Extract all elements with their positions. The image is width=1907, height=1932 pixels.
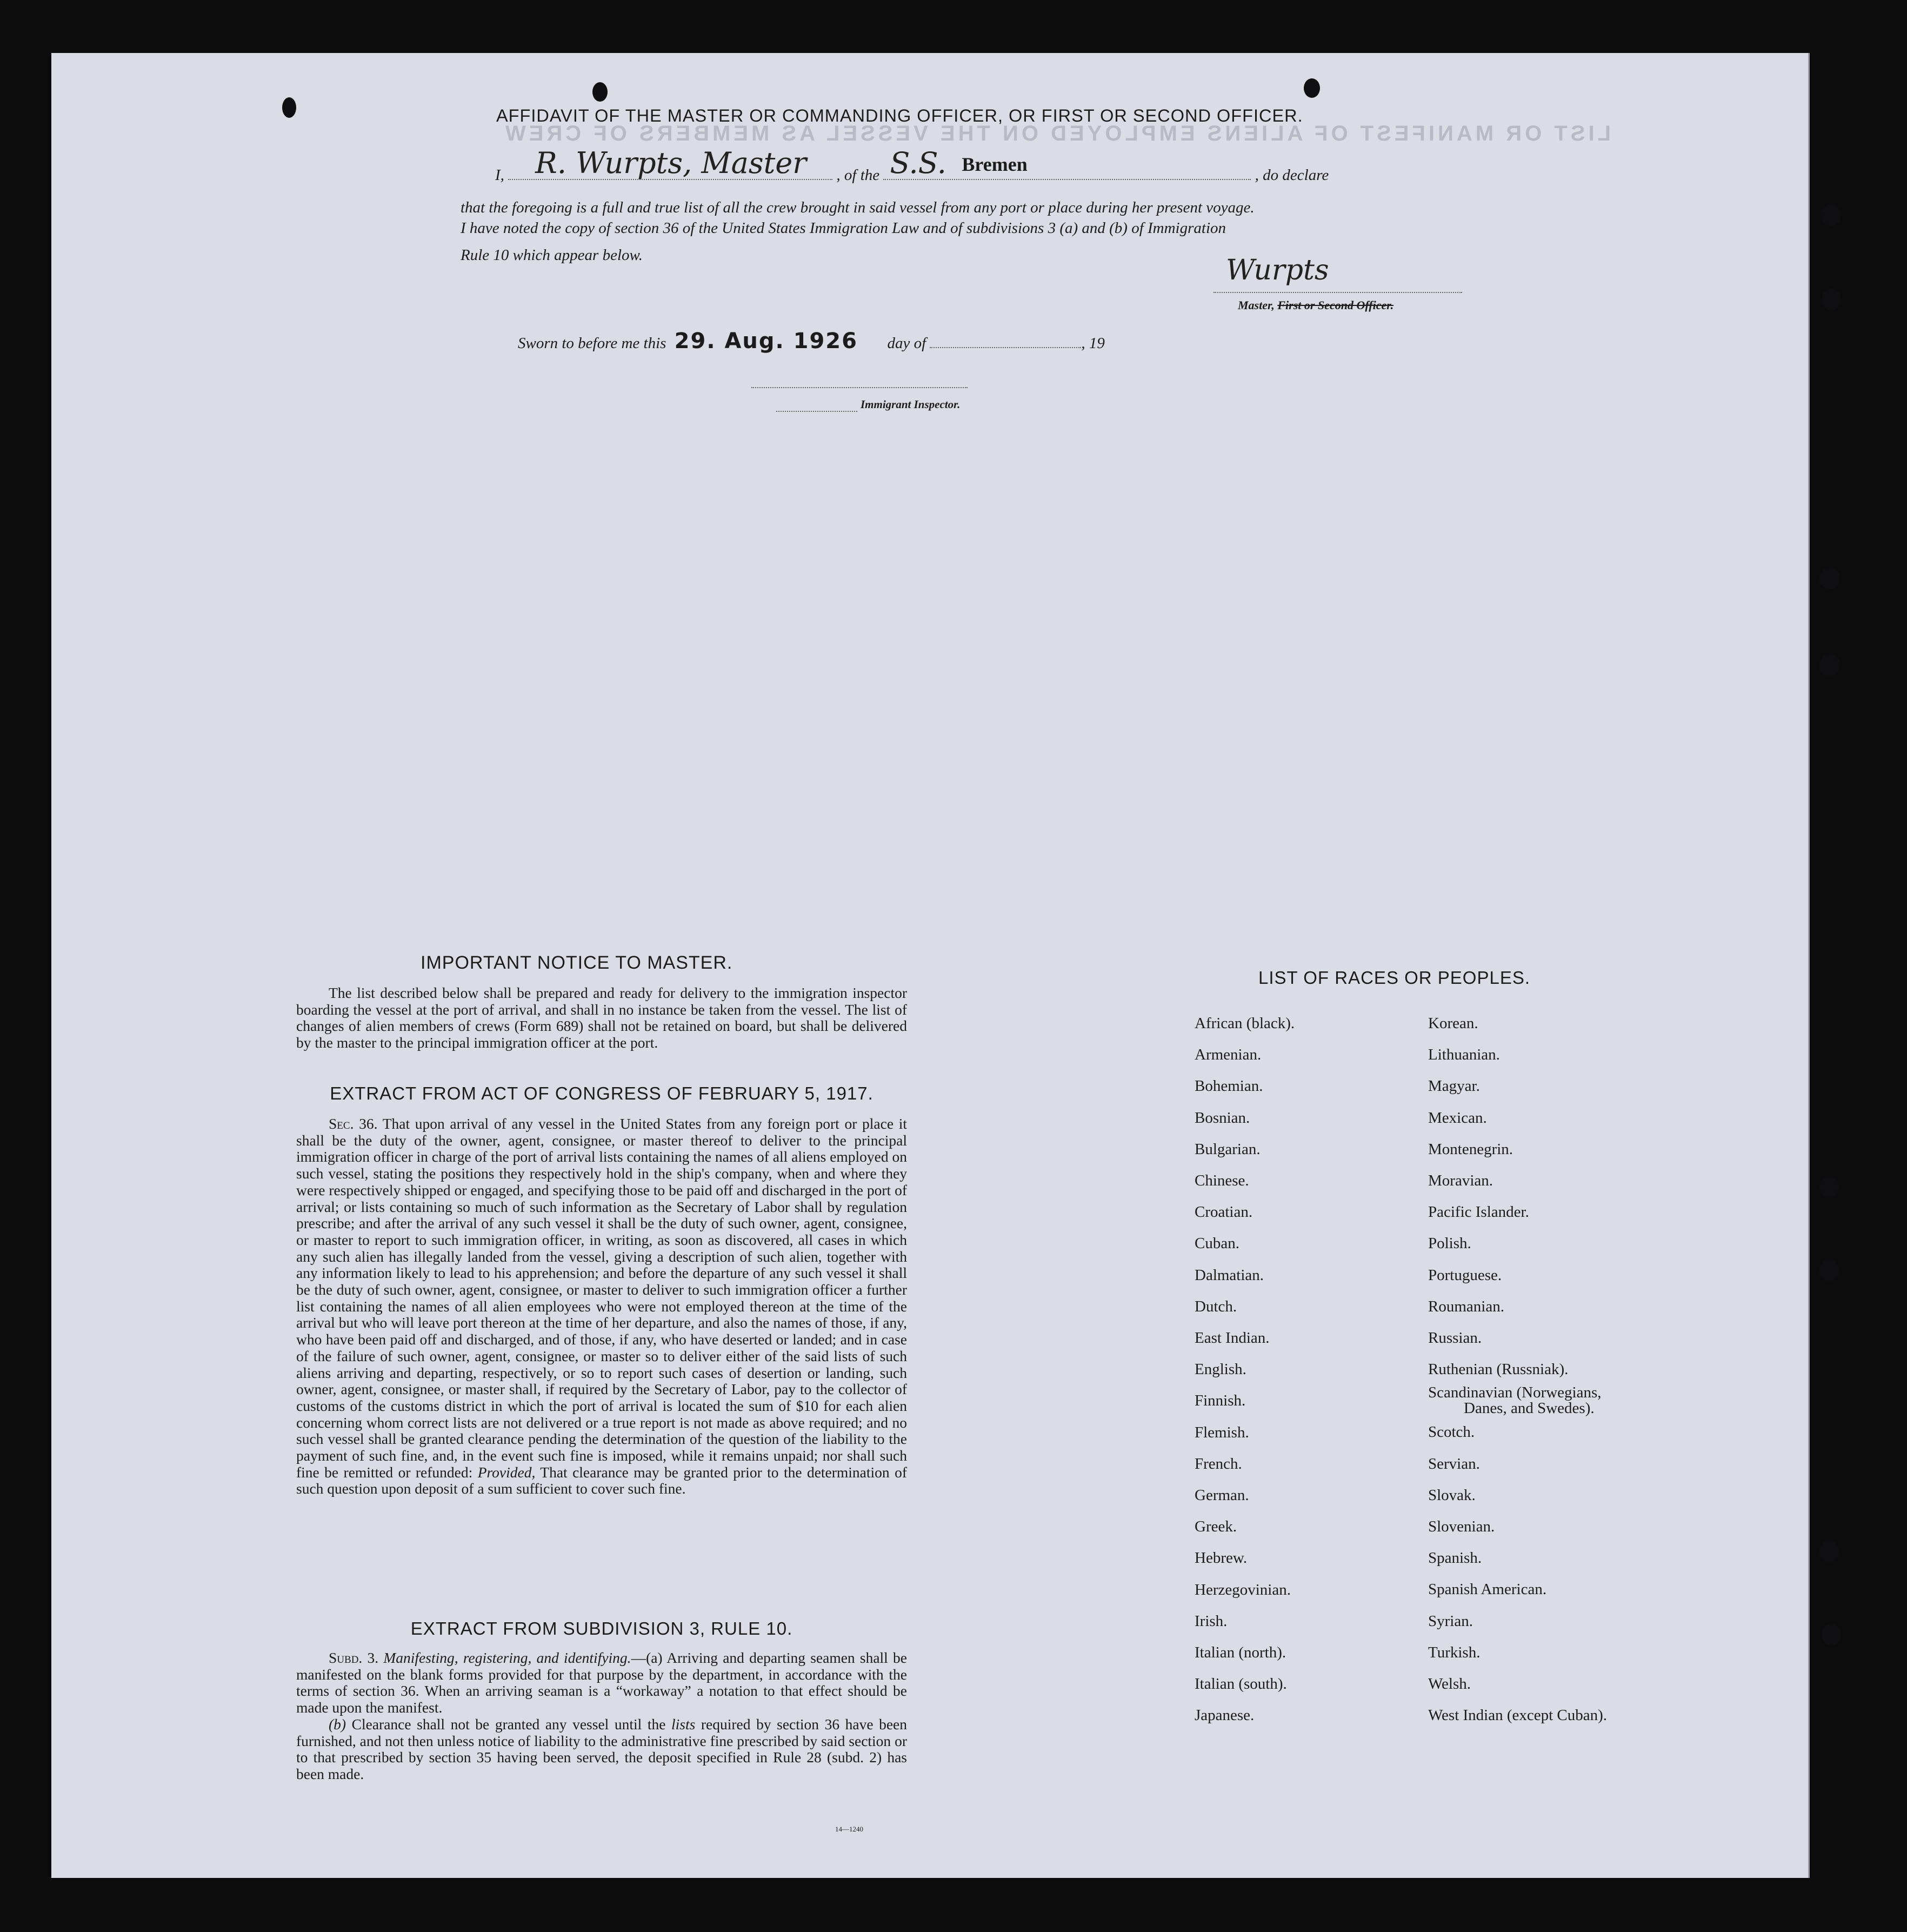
race-item: Dalmatian. bbox=[1195, 1266, 1264, 1284]
race-item: Servian. bbox=[1428, 1455, 1480, 1473]
punch-hole bbox=[1819, 1260, 1839, 1281]
sworn-prefix: Sworn to before me this bbox=[518, 335, 666, 352]
ship-name-field bbox=[883, 146, 1251, 180]
race-item: Portuguese. bbox=[1428, 1266, 1502, 1284]
race-item: Spanish American. bbox=[1428, 1581, 1547, 1598]
races-heading: LIST OF RACES OR PEOPLES. bbox=[1258, 968, 1531, 988]
race-item: Armenian. bbox=[1195, 1046, 1262, 1064]
affidavit-line-1 bbox=[495, 146, 1329, 184]
important-notice-heading: IMPORTANT NOTICE TO MASTER. bbox=[421, 952, 733, 973]
rule-b-lists: lists bbox=[671, 1715, 696, 1733]
race-item: Mexican. bbox=[1428, 1109, 1487, 1127]
rule-subd-title: Manifesting, registering, and identifying. bbox=[383, 1649, 631, 1666]
race-item: Dutch. bbox=[1195, 1297, 1237, 1315]
race-item: Bosnian. bbox=[1195, 1109, 1250, 1127]
sworn-day-of: day of bbox=[887, 335, 926, 352]
affidavit-prefix: I, bbox=[495, 166, 504, 184]
race-item: Turkish. bbox=[1428, 1643, 1481, 1661]
affidavit-line-2: that the foregoing is a full and true list of all the crew brought in said vessel from any port or place during her present voyage. bbox=[461, 199, 1255, 216]
important-notice-body: The list described below shall be prepared and ready for delivery to the immigration inspector boarding the vessel at the port of arrival, and shall in no instance be taken from the vessel. The list of changes of alien members of crews (Form 689) shall not be retained on board, but shall be delivered by the master to the principal immigration officer at the port. bbox=[296, 984, 907, 1051]
punch-hole bbox=[1304, 78, 1320, 98]
punch-hole bbox=[282, 97, 296, 118]
punch-hole bbox=[592, 82, 608, 102]
race-item: Slovak. bbox=[1428, 1486, 1476, 1504]
race-item: Scandinavian (Norwegians, bbox=[1428, 1384, 1602, 1402]
affidavit-line-3: I have noted the copy of section 36 of the United States Immigration Law and of subdivisions 3 (a) and (b) of Immigration bbox=[461, 219, 1226, 237]
race-item: Italian (north). bbox=[1195, 1644, 1286, 1662]
punch-hole bbox=[1819, 654, 1840, 677]
race-item: Lithuanian. bbox=[1428, 1046, 1500, 1064]
race-item: Montenegrin. bbox=[1428, 1140, 1513, 1158]
affidavit-do-declare: , do declare bbox=[1255, 166, 1329, 184]
inspector-label: Immigrant Inspector. bbox=[861, 398, 961, 411]
ship-prefix-handwritten: S.S. bbox=[890, 146, 946, 180]
race-item: Slovenian. bbox=[1428, 1518, 1495, 1536]
race-item: Chinese. bbox=[1195, 1172, 1249, 1190]
race-item: Hebrew. bbox=[1195, 1549, 1248, 1567]
act-extract-text bbox=[296, 1116, 907, 1497]
signature-title-master: Master, bbox=[1238, 298, 1275, 312]
race-item: Ruthenian (Russniak). bbox=[1428, 1361, 1569, 1378]
inspector-signature-line bbox=[751, 387, 968, 388]
race-item: English. bbox=[1195, 1361, 1246, 1378]
race-item: Herzegovinian. bbox=[1195, 1581, 1291, 1598]
inspector-line-2 bbox=[776, 411, 857, 412]
race-item: French. bbox=[1195, 1455, 1242, 1473]
race-item: Greek. bbox=[1195, 1518, 1237, 1536]
race-item: Polish. bbox=[1428, 1235, 1471, 1253]
race-item: Irish. bbox=[1195, 1612, 1228, 1630]
punch-hole bbox=[1822, 289, 1841, 310]
races-left-column bbox=[1195, 1008, 1295, 1731]
race-item: Spanish. bbox=[1428, 1549, 1482, 1567]
affidavit-line-4: Rule 10 which appear below. bbox=[461, 247, 643, 264]
rule-subd-label: Subd. 3. bbox=[329, 1649, 379, 1666]
race-item: Italian (south). bbox=[1195, 1675, 1287, 1693]
race-item: Syrian. bbox=[1428, 1612, 1473, 1630]
race-item: African (black). bbox=[1195, 1015, 1295, 1032]
race-item: Scotch. bbox=[1428, 1423, 1475, 1441]
rule-b-label: (b) bbox=[329, 1715, 346, 1733]
affidavit-of-the: , of the bbox=[836, 166, 880, 184]
race-item: West Indian (except Cuban). bbox=[1428, 1707, 1608, 1724]
race-item: Magyar. bbox=[1428, 1077, 1480, 1095]
punch-hole bbox=[1819, 1541, 1839, 1562]
master-name-field bbox=[508, 146, 832, 180]
race-item: Finnish. bbox=[1195, 1392, 1246, 1410]
act-extract-heading: EXTRACT FROM ACT OF CONGRESS OF FEBRUARY 5, 1917. bbox=[330, 1083, 874, 1103]
act-section-end: That clearance may be granted prior to the determination of such question upon deposit of a sum sufficient to cover such fine. bbox=[296, 1463, 907, 1497]
ship-name: Bremen bbox=[962, 154, 1028, 175]
master-name-handwritten: R. Wurpts, Master bbox=[535, 146, 807, 180]
race-item: Danes, and Swedes). bbox=[1464, 1400, 1595, 1417]
punch-hole bbox=[1819, 568, 1840, 589]
race-item: East Indian. bbox=[1195, 1329, 1270, 1347]
act-provided-label: Provided, bbox=[477, 1463, 536, 1481]
race-item: Korean. bbox=[1428, 1015, 1478, 1032]
punch-hole bbox=[1819, 1176, 1839, 1198]
race-item: Flemish. bbox=[1195, 1423, 1249, 1441]
rule-subd-a: —(a) Arriving and departing seamen shall be manifested on the blank forms provided for that purpose by the department, in accordance with the terms of section 36. When an arriving seaman is a “workaway” a notation to that effect should be made upon the manifest. bbox=[296, 1649, 907, 1716]
races-right-column bbox=[1428, 1008, 1607, 1731]
signature-title bbox=[1238, 298, 1393, 312]
race-item: Croatian. bbox=[1195, 1203, 1253, 1221]
race-item: Welsh. bbox=[1428, 1675, 1471, 1693]
signature-title-struck: First or Second Officer. bbox=[1277, 298, 1394, 312]
sworn-line bbox=[518, 329, 1105, 354]
act-section-body: That upon arrival of any vessel in the United States from any foreign port or place it shall be the duty of the owner, agent, consignee, or master thereof to deliver to the principal immigration officer in charge of the port of arrival lists containing the names of all aliens employed on such vessel, stating the positions they respectively hold in the ship's company, when and where they were respectively shipped or engaged, and specifying those to be paid off and discharged in the port of arrival; or lists containing so much of such information as the Secretary of Labor shall by regulation prescribe; and after the arrival of any such vessel it shall be the duty of such owner, agent, consignee, or master to report to such immigration officer, in writing, as soon as discovered, all cases in which any such alien has illegally landed from the vessel, giving a description of such alien, together with any information likely to lead to his apprehension; and before the departure of any such vessel it shall be the duty of such owner, agent, consignee, or master to deliver to such immigration officer a further list containing the names of all alien employees who were not employed thereon at the time of the arrival but who will leave port thereon at the time of her departure, and also the names of those, if any, who have been paid off and discharged, and of those, if any, who have deserted or landed; and in case of the failure of such owner, agent, consignee, or master so to deliver either of the said lists of such aliens arriving and departing, respectively, or so to report such cases of desertion or landing, such owner, agent, consignee, or master shall, if required by the Secretary of Labor, pay to the collector of customs of the customs district in which the port of arrival is located the sum of $10 for each alien concerning whom correct lists are not delivered or a true report is not made as above required; and no such vessel shall be granted clearance pending the determination of the question of the liability to the payment of such fine, and, in the event such fine is imposed, while it remains unpaid; nor shall such fine be remitted or refunded: bbox=[296, 1115, 907, 1481]
act-section-label: Sec. 36. bbox=[329, 1115, 378, 1132]
race-item: Pacific Islander. bbox=[1428, 1203, 1529, 1221]
race-item: Moravian. bbox=[1428, 1172, 1493, 1190]
sworn-date-stamp: 29. Aug. 1926 bbox=[674, 329, 858, 354]
race-item: Russian. bbox=[1428, 1329, 1482, 1347]
punch-hole bbox=[1821, 204, 1841, 226]
form-number: 14—1240 bbox=[835, 1825, 863, 1833]
race-item: Bulgarian. bbox=[1195, 1140, 1261, 1158]
bleed-through-text: LIST OR MANIFEST OF ALIENS EMPLOYED ON THE VESSEL AS MEMBERS OF CREW bbox=[502, 122, 1611, 145]
race-item: Bohemian. bbox=[1195, 1077, 1263, 1095]
sworn-year: , 19 bbox=[1081, 335, 1105, 352]
race-item: German. bbox=[1195, 1487, 1249, 1504]
important-notice-text bbox=[296, 985, 907, 1051]
race-item: Roumanian. bbox=[1428, 1297, 1504, 1315]
race-item: Japanese. bbox=[1195, 1707, 1255, 1724]
master-signature: Wurpts bbox=[1226, 254, 1329, 287]
punch-hole bbox=[1822, 1624, 1841, 1645]
rule-extract-heading: EXTRACT FROM SUBDIVISION 3, RULE 10. bbox=[410, 1618, 793, 1638]
rule-b-text-2: required by section 36 have been furnished, and not then unless notice of liability to the administrative fine prescribed by said section or to that prescribed by section 35 having been served, the deposit specified in Rule 28 (subd. 2) has been made. bbox=[296, 1715, 908, 1782]
signature-line bbox=[1213, 292, 1462, 293]
rule-extract-text bbox=[296, 1650, 907, 1783]
rule-b-text-1: Clearance shall not be granted any vessel until the bbox=[351, 1715, 666, 1733]
race-item: Cuban. bbox=[1195, 1235, 1239, 1253]
affidavit-title: AFFIDAVIT OF THE MASTER OR COMMANDING OFFICER, OR FIRST OR SECOND OFFICER. bbox=[496, 106, 1303, 125]
